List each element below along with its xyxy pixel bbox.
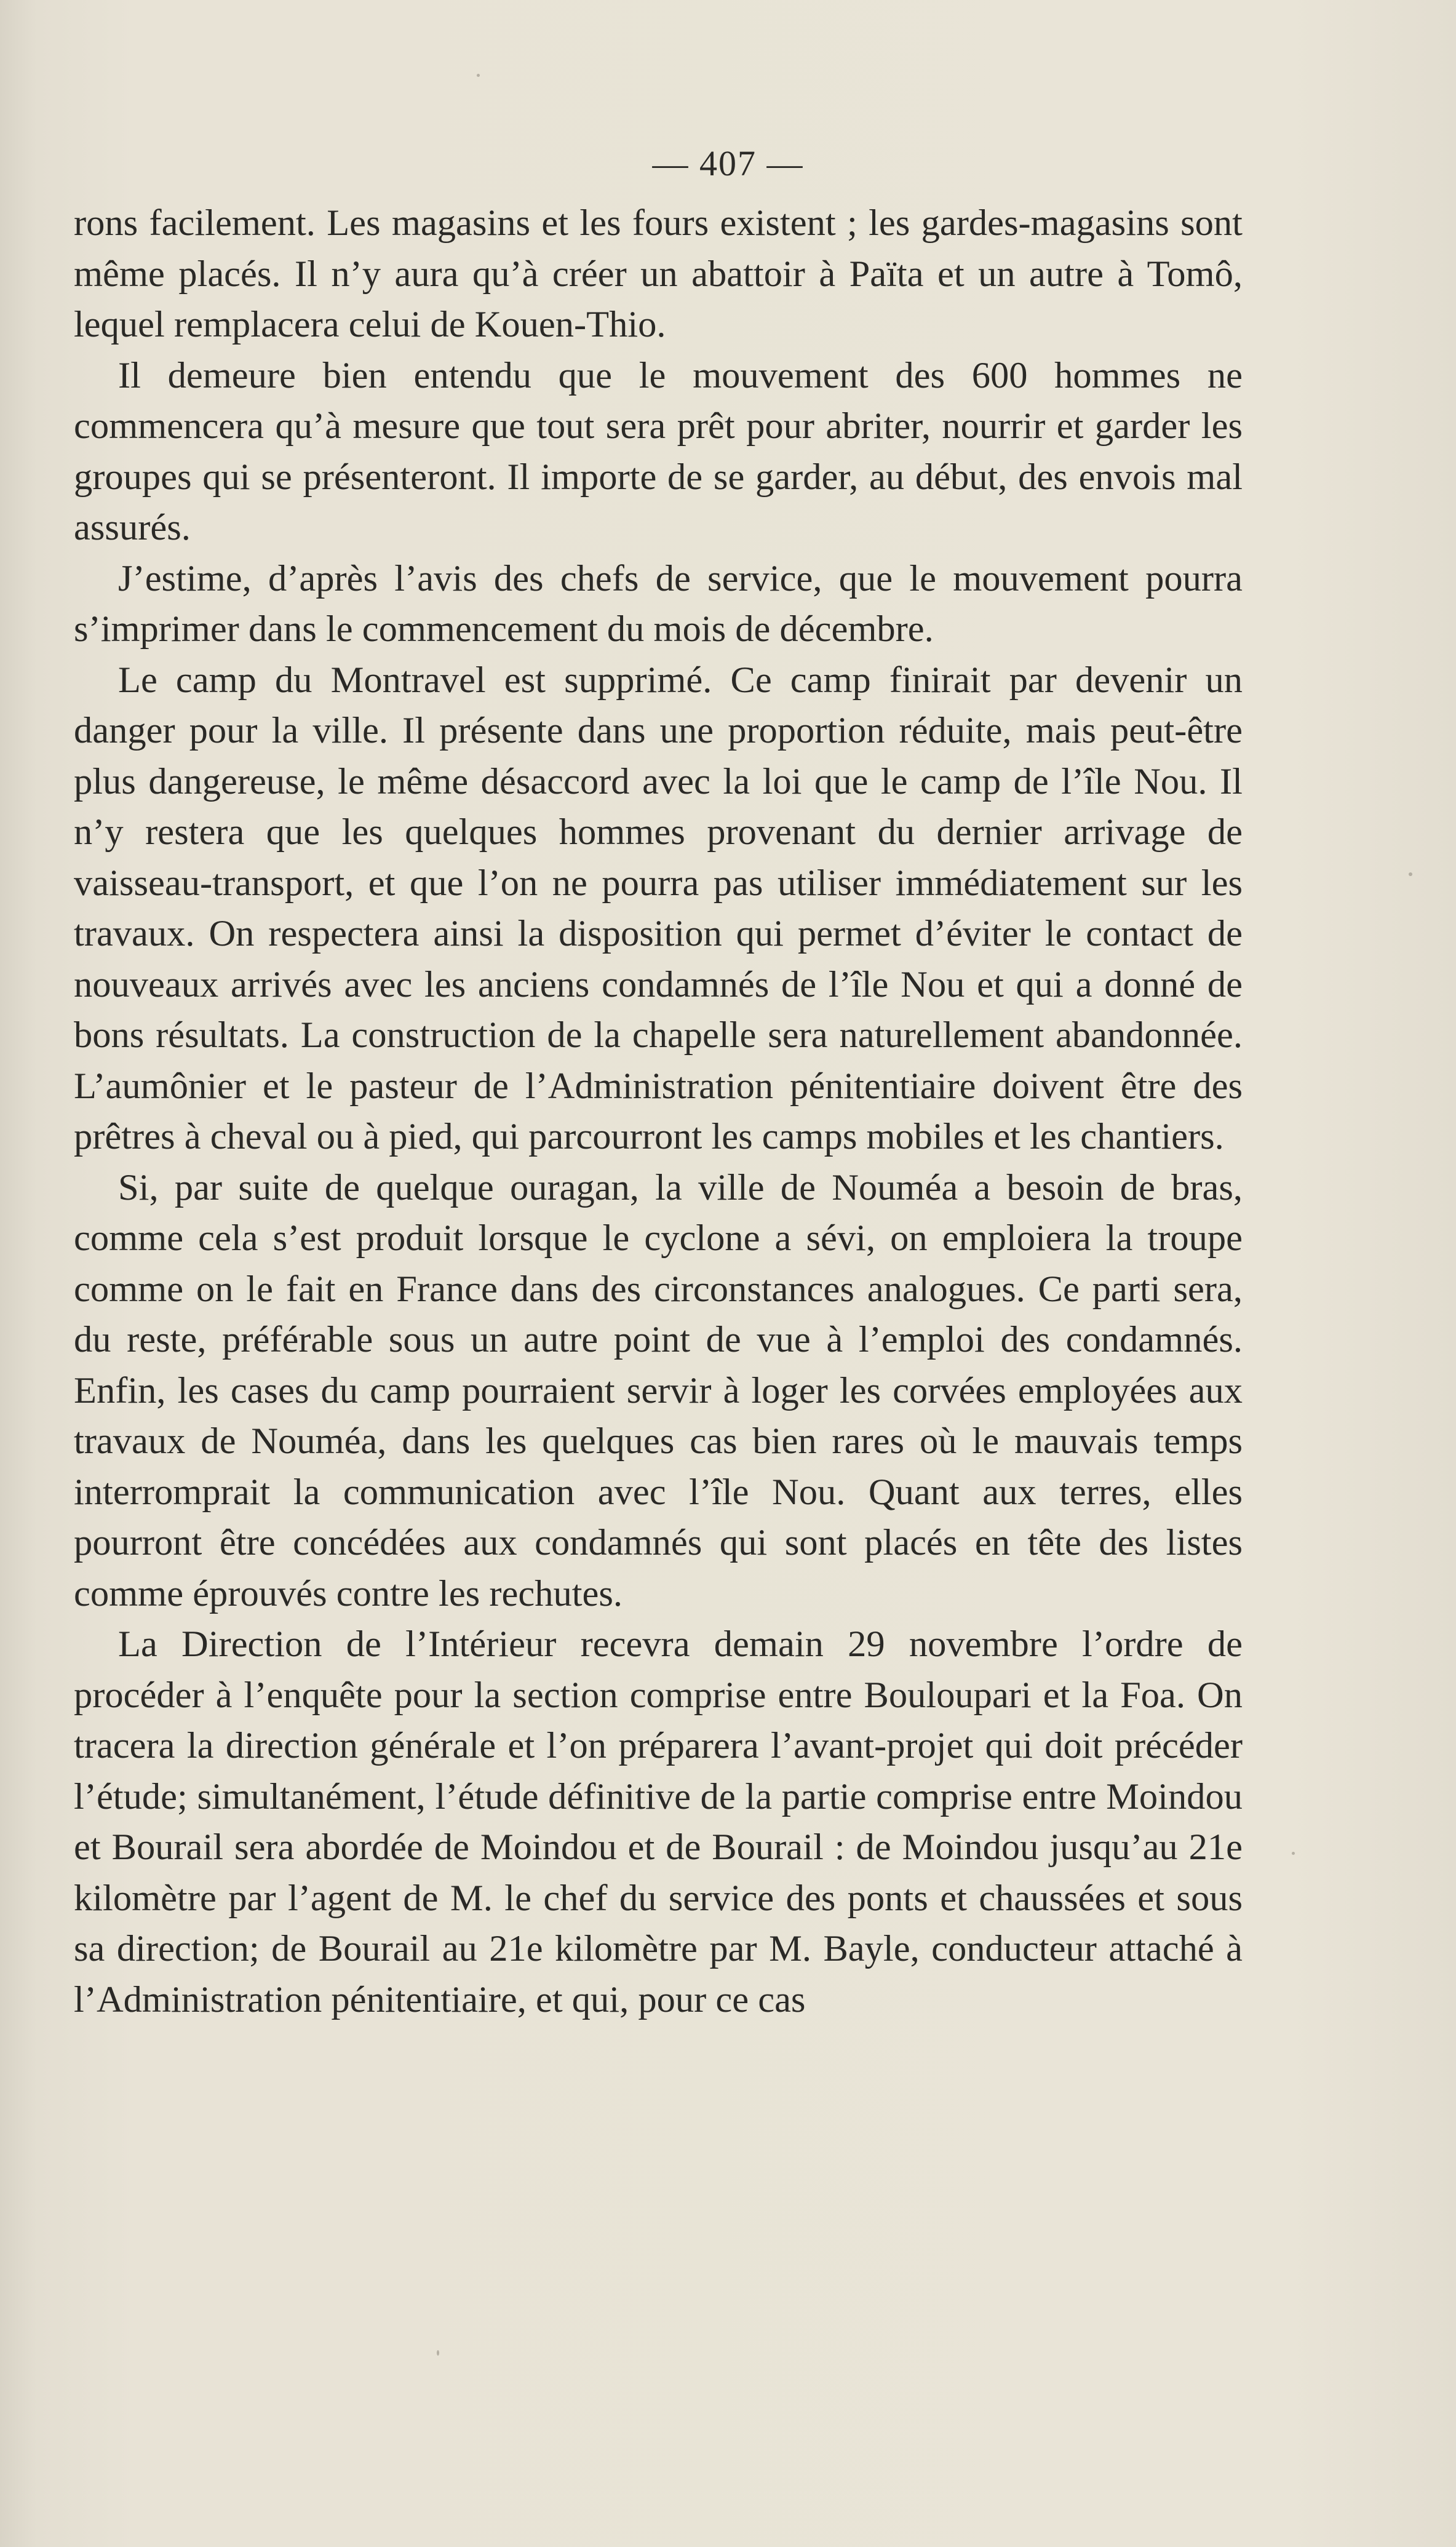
- body-text: [74, 198, 1243, 2025]
- paper-speck: [1292, 1852, 1295, 1855]
- paper-speck: [1409, 872, 1412, 876]
- paper-speck: [477, 74, 480, 77]
- paragraph-4: Le camp du Montravel est supprimé. Ce camp finirait par devenir un danger pour la ville. Il présente dans une proportion réduite, mais peut-être plus dangereuse, le même désaccord avec la loi que le camp de l’île Nou. Il n’y restera que les quelques hommes provenant du dernier arrivage de vaisseau-transport, et que l’on ne pourra pas utiliser immédiatement sur les travaux. On respectera ainsi la disposition qui permet d’éviter le contact de nouveaux arrivés avec les anciens condamnés de l’île Nou et qui a donné de bons résultats. La construction de la chapelle sera naturellement abandonnée. L’aumônier et le pasteur de l’Administration pénitentiaire doivent être des prêtres à cheval ou à pied, qui parcourront les camps mobiles et les chantiers.: [74, 659, 1243, 1157]
- paragraph-5: Si, par suite de quelque ouragan, la ville de Nouméa a besoin de bras, comme cela s’est produit lorsque le cyclone a sévi, on emploiera la troupe comme on le fait en France dans des circonstances analogues. Ce parti sera, du reste, préférable sous un autre point de vue à l’emploi des condamnés. Enfin, les cases du camp pourraient servir à loger les corvées employées aux travaux de Nouméa, dans les quelques cas bien rares où le mauvais temps interromprait la communication avec l’île Nou. Quant aux terres, elles pourront être concédées aux condamnés qui sont placés en tête des listes comme éprouvés contre les rechutes.: [74, 1166, 1243, 1614]
- paragraph-3: J’estime, d’après l’avis des chefs de service, que le mouvement pourra s’imprimer dans le commencement du mois de décembre.: [74, 557, 1243, 650]
- paper-speck: [437, 2350, 439, 2356]
- page-number: — 407 —: [652, 143, 804, 183]
- paragraph-1: rons facilement. Les magasins et les fours existent ; les gardes-magasins sont même placés. Il n’y aura qu’à créer un abattoir à Païta et un autre à Tomô, lequel remplacera celui de Kouen-Thio.: [74, 202, 1243, 345]
- paragraph-2: Il demeure bien entendu que le mouvement des 600 hommes ne commencera qu’à mesure que tout sera prêt pour abriter, nourrir et garder les groupes qui se présenteront. Il importe de se garder, au début, des envois mal assurés.: [74, 354, 1243, 548]
- paragraph-6: La Direction de l’Intérieur recevra demain 29 novembre l’ordre de procéder à l’enquête pour la section comprise entre Bouloupari et la Foa. On tracera la direction générale et l’on préparera l’avant-projet qui doit précéder l’étude; simultanément, l’étude définitive de la partie comprise entre Moindou et Bourail sera abordée de Moindou et de Bourail : de Moindou jusqu’au 21e kilomètre par l’agent de M. le chef du service des ponts et chaussées et sous sa direction; de Bourail au 21e kilomètre par M. Bayle, conducteur attaché à l’Administration pénitentiaire, et qui, pour ce cas: [74, 1624, 1243, 2020]
